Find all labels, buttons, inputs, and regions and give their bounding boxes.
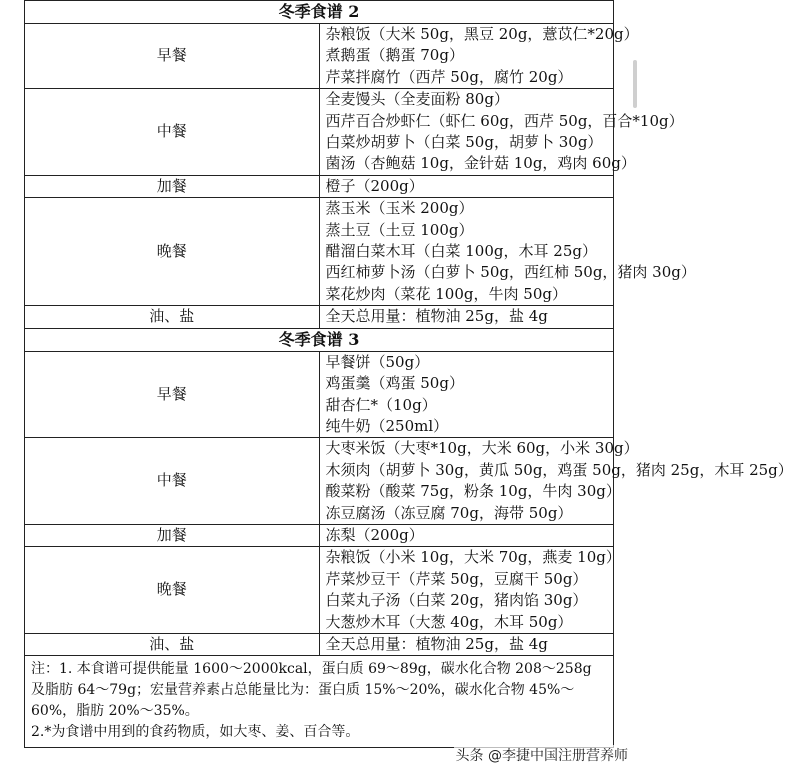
meal-item: 冻豆腐汤（冻豆腐 70g，海带 50g） bbox=[325, 503, 573, 522]
meal-item: 菌汤（杏鲍菇 10g，金针菇 10g，鸡肉 60g） bbox=[325, 154, 636, 173]
menu-table bbox=[24, 0, 793, 656]
meal-name: 加餐 bbox=[25, 524, 320, 546]
menu-title-row bbox=[25, 328, 614, 351]
menu-document bbox=[24, 0, 793, 748]
meal-row bbox=[25, 306, 614, 328]
meal-item: 冻梨（200g） bbox=[325, 525, 424, 544]
meal-item: 全天总用量：植物油 25g，盐 4g bbox=[325, 307, 548, 326]
meal-item: 白菜丸子汤（白菜 20g，猪肉馅 30g） bbox=[325, 591, 588, 610]
scrollbar-thumb[interactable] bbox=[633, 60, 637, 108]
meal-item: 甜杏仁*（10g） bbox=[325, 395, 437, 414]
meal-item: 蒸玉米（玉米 200g） bbox=[325, 199, 474, 218]
meal-name: 早餐 bbox=[25, 351, 320, 438]
meal-item: 芹菜拌腐竹（西芹 50g，腐竹 20g） bbox=[325, 67, 573, 86]
meal-item: 大枣米饭（大枣*10g，大米 60g，小米 30g） bbox=[325, 439, 639, 458]
meal-name: 加餐 bbox=[25, 175, 320, 197]
meal-name: 油、盐 bbox=[25, 633, 320, 655]
meal-row bbox=[25, 175, 614, 197]
meal-item: 鸡蛋羹（鸡蛋 50g） bbox=[325, 374, 464, 393]
meal-row bbox=[25, 351, 614, 438]
meal-name: 晚餐 bbox=[25, 198, 320, 306]
meal-item: 芹菜炒豆干（芹菜 50g，豆腐干 50g） bbox=[325, 569, 588, 588]
meal-items bbox=[319, 198, 696, 306]
meal-item: 西芹百合炒虾仁（虾仁 60g，西芹 50g，百合*10g） bbox=[325, 111, 684, 130]
meal-item: 菜花炒肉（菜花 100g，牛肉 50g） bbox=[325, 284, 567, 303]
meal-name: 晚餐 bbox=[25, 547, 320, 634]
meal-item: 全麦馒头（全麦面粉 80g） bbox=[325, 90, 509, 109]
meal-row bbox=[25, 198, 614, 306]
meal-item: 杂粮饭（小米 10g，大米 70g，燕麦 10g） bbox=[325, 548, 621, 567]
meal-items bbox=[319, 24, 639, 89]
meal-item: 纯牛奶（250ml） bbox=[325, 416, 449, 435]
meal-name: 油、盐 bbox=[25, 306, 320, 328]
meal-item: 大葱炒木耳（大葱 40g，木耳 50g） bbox=[325, 612, 573, 631]
meal-item: 杂粮饭（大米 50g，黑豆 20g，薏苡仁*20g） bbox=[325, 25, 639, 43]
meal-row bbox=[25, 438, 614, 525]
meal-item: 煮鹅蛋（鹅蛋 70g） bbox=[325, 46, 464, 65]
meal-item: 蒸土豆（土豆 100g） bbox=[325, 220, 474, 239]
meal-items bbox=[319, 547, 621, 634]
meal-name: 中餐 bbox=[25, 89, 320, 176]
meal-items bbox=[319, 438, 793, 525]
meal-items bbox=[319, 524, 614, 546]
meal-item: 白菜炒胡萝卜（白菜 50g，胡萝卜 30g） bbox=[325, 133, 603, 152]
meal-items bbox=[319, 351, 614, 438]
meal-items bbox=[319, 306, 614, 328]
menu-title: 冬季食谱 2 bbox=[25, 1, 614, 24]
meal-row bbox=[25, 547, 614, 634]
menu-title-row bbox=[25, 1, 614, 24]
meal-item: 西红柿萝卜汤（白萝卜 50g，西红柿 50g，猪肉 30g） bbox=[325, 263, 696, 282]
meal-row bbox=[25, 633, 614, 655]
menu-title: 冬季食谱 3 bbox=[25, 328, 614, 351]
meal-item: 全天总用量：植物油 25g，盐 4g bbox=[325, 634, 548, 653]
watermark-caption: 头条 @李捷中国注册营养师 bbox=[454, 745, 630, 765]
notes-section bbox=[24, 656, 614, 748]
meal-row bbox=[25, 89, 614, 176]
meal-items bbox=[319, 633, 614, 655]
meal-item: 橙子（200g） bbox=[325, 176, 424, 195]
meal-row bbox=[25, 524, 614, 546]
meal-name: 早餐 bbox=[25, 24, 320, 89]
meal-name: 中餐 bbox=[25, 438, 320, 525]
note-1: 注：1. 本食谱可提供能量 1600～2000kcal，蛋白质 69～89g，碳水化合物 208～258g 及脂肪 64～79g；宏量营养素占总能量比为：蛋白质 15%～20%，碳水化合物 45%～60%，脂肪 20%～35%。 bbox=[31, 661, 592, 720]
meal-items bbox=[319, 175, 614, 197]
meal-item: 醋溜白菜木耳（白菜 100g，木耳 25g） bbox=[325, 242, 597, 261]
meal-item: 酸菜粉（酸菜 75g，粉条 10g，牛肉 30g） bbox=[325, 482, 621, 501]
meal-item: 早餐饼（50g） bbox=[325, 352, 430, 371]
menu-table-body bbox=[25, 1, 793, 656]
meal-item: 木须肉（胡萝卜 30g，黄瓜 50g，鸡蛋 50g，猪肉 25g，木耳 25g） bbox=[325, 460, 793, 479]
note-2: 2.*为食谱中用到的食药物质，如大枣、姜、百合等。 bbox=[31, 724, 360, 741]
meal-row bbox=[25, 24, 614, 89]
meal-items bbox=[319, 89, 684, 176]
